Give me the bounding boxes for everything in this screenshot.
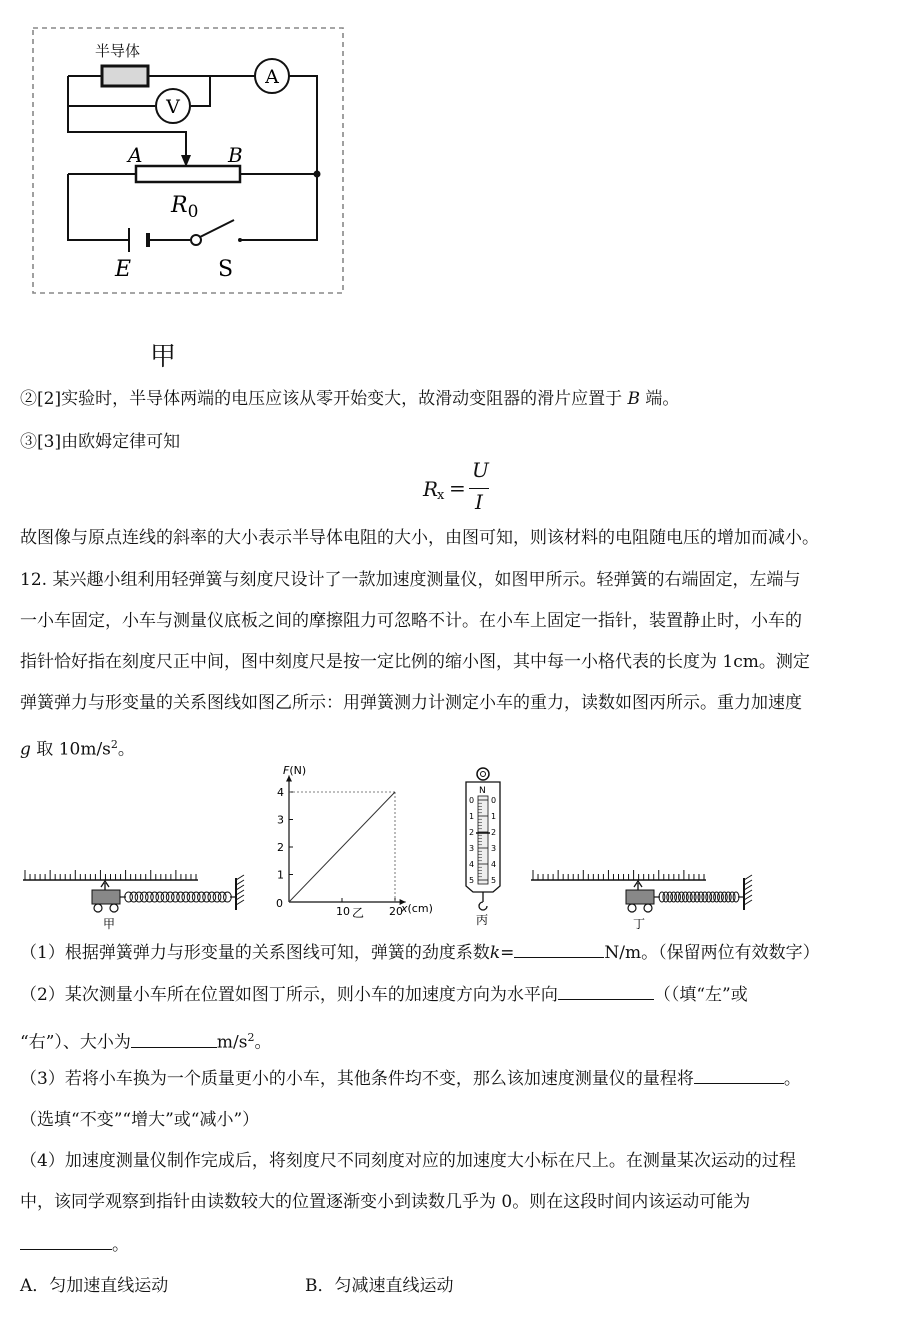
scale-unit: N <box>479 786 486 796</box>
junction-dot <box>314 171 321 178</box>
series-line <box>289 792 395 902</box>
car-jia <box>92 890 120 904</box>
question-4: （4）加速度测量仪制作完成后，将刻度尺不同刻度对应的加速度大小标在尺上。在测量某次运动的过程 <box>20 1151 796 1171</box>
rheostat-label: $R_0$ <box>171 193 199 222</box>
y-tick-label: 3 <box>277 813 284 827</box>
hatch-line <box>744 885 752 890</box>
car-wheel <box>94 904 102 912</box>
caption-ding: 丁 <box>633 917 646 931</box>
semiconductor-element <box>102 66 148 86</box>
option-a[interactable]: A．匀加速直线运动 <box>20 1276 169 1296</box>
problem-line-3: 指针恰好指在刻度尺正中间，图中刻度尺是按一定比例的缩小图，其中每一小格代表的长度为 1cm。测定 <box>20 652 810 672</box>
scale-tick-label-right: 3 <box>491 844 497 853</box>
solution-line-2: ②[2]实验时，半导体两端的电压应该从零开始变大，故滑动变阻器的滑片应置于 B 端。 <box>20 389 680 409</box>
hatch-line <box>744 890 752 895</box>
ruler-ticks-ding <box>533 870 704 880</box>
question-3: （3）若将小车换为一个质量更小的小车，其他条件均不变，那么该加速度测量仪的量程将 。 <box>20 1063 882 1096</box>
hatch-line <box>744 895 752 900</box>
scale-tick-label-left: 1 <box>469 812 475 821</box>
figures-row <box>0 760 900 935</box>
pointer-jia <box>101 881 109 890</box>
x-tick-label: 20 <box>389 905 403 918</box>
y-tick-label: 1 <box>277 868 284 882</box>
graph-origin: 0 <box>276 897 283 910</box>
figure-bing <box>466 768 500 927</box>
spring-ding <box>654 892 744 902</box>
rheostat-end-b: B <box>228 143 243 167</box>
question-2-cont: “右”）、大小为 $m/s^2$。 <box>20 1021 882 1060</box>
emf-label: E <box>115 257 132 282</box>
wall-hatch-jia <box>236 875 244 905</box>
car-ding <box>626 890 654 904</box>
question-4-cont: 中，该同学观察到指针由读数较大的位置逐渐变小到读数几乎为 0。则在这段时间内该运动可能为 <box>20 1192 751 1212</box>
solution-line-3: ③[3]由欧姆定律可知 <box>20 432 181 452</box>
caption-bing: 丙 <box>476 913 489 927</box>
scale-tick-label-left: 4 <box>469 860 475 869</box>
caption-jia: 甲 <box>103 917 116 931</box>
switch-label: S <box>218 257 234 282</box>
problem-line-1: 12. 某兴趣小组利用轻弹簧与刻度尺设计了一款加速度测量仪，如图甲所示。轻弹簧的右端固定，左端与 <box>20 570 801 590</box>
answer-blank-direction[interactable] <box>558 981 654 1000</box>
figure-yi <box>276 764 433 920</box>
car-wheel <box>644 904 652 912</box>
hatch-line <box>236 880 244 885</box>
switch-contact <box>238 238 242 242</box>
hatch-line <box>744 880 752 885</box>
wall-hatch-ding <box>744 875 752 905</box>
answer-blank-range[interactable] <box>694 1065 784 1084</box>
rheostat-end-a: A <box>128 143 143 167</box>
scale-tick-label-left: 3 <box>469 844 475 853</box>
switch-blade <box>200 220 234 237</box>
scale-tick-label-right: 4 <box>491 860 497 869</box>
scale-ring-inner <box>481 772 486 777</box>
ammeter-label: A <box>265 66 279 88</box>
scale-tick-label-left: 0 <box>469 796 475 805</box>
voltmeter-label: V <box>166 96 180 118</box>
ruler-ticks-jia <box>25 870 196 880</box>
question-2: （2）某次测量小车所在位置如图丁所示，则小车的加速度方向为水平向 （（填“左”或 <box>20 979 882 1012</box>
option-b[interactable]: B．匀减速直线运动 <box>305 1276 454 1296</box>
y-tick-label: 4 <box>277 786 284 799</box>
graph-xlabel: x(cm) <box>401 902 433 915</box>
circuit-diagram <box>0 0 360 300</box>
answer-blank-motion[interactable] <box>20 1231 112 1250</box>
answer-blank-k[interactable] <box>514 939 604 958</box>
spring-jia <box>120 892 236 902</box>
hatch-line <box>236 900 244 905</box>
circuit-caption: 甲 <box>150 342 177 372</box>
hatch-line <box>236 890 244 895</box>
problem-line-5: g 取 $10m/s^2$。 <box>20 738 135 760</box>
scale-ring <box>477 768 489 780</box>
question-3-hint: （选填“不变”“增大”或“减小”） <box>20 1110 260 1130</box>
solution-conclusion: 故图像与原点连线的斜率的大小表示半导体电阻的大小，由图可知，则该材料的电阻随电压的增加而减小。 <box>20 528 819 548</box>
scale-tick-label-left: 2 <box>469 828 475 837</box>
scale-tick-label-right: 1 <box>491 812 497 821</box>
scale-tick-label-right: 0 <box>491 796 497 805</box>
hatch-line <box>744 900 752 905</box>
problem-line-2: 一小车固定，小车与测量仪底板之间的摩擦阻力可忽略不计。在小车上固定一指针，装置静止时，小车的 <box>20 611 802 631</box>
hatch-line <box>236 895 244 900</box>
car-wheel <box>110 904 118 912</box>
scale-tick-label-right: 2 <box>491 828 497 837</box>
question-1: （1）根据弹簧弹力与形变量的关系图线可知，弹簧的劲度系数k= N/m。（保留两位有效数字） <box>20 937 882 970</box>
y-tick-label: 2 <box>277 841 284 854</box>
figure-jia <box>23 870 244 931</box>
answer-blank-magnitude[interactable] <box>131 1029 217 1048</box>
x-tick-label: 10 <box>336 905 350 918</box>
semiconductor-label: 半导体 <box>95 42 141 60</box>
pointer-ding <box>634 881 642 890</box>
caption-yi: 乙 <box>352 906 365 920</box>
graph-ylabel: F(N) <box>283 764 307 777</box>
hatch-line <box>236 875 244 880</box>
force-extension-chart <box>277 776 406 919</box>
switch-pivot <box>191 235 201 245</box>
scale-tick-label-left: 5 <box>469 876 475 885</box>
hatch-line <box>744 875 752 880</box>
scale-hook <box>479 892 487 910</box>
hatch-line <box>236 885 244 890</box>
figure-ding <box>531 870 752 931</box>
question-4-blank-line: 。 <box>20 1229 882 1262</box>
car-wheel <box>628 904 636 912</box>
scale-slot <box>478 796 488 884</box>
scale-tick-label-right: 5 <box>491 876 497 885</box>
problem-line-4: 弹簧弹力与形变量的关系图线如图乙所示：用弹簧测力计测定小车的重力，读数如图丙所示。重力加速度 <box>20 693 802 713</box>
rheostat-element <box>136 166 240 182</box>
